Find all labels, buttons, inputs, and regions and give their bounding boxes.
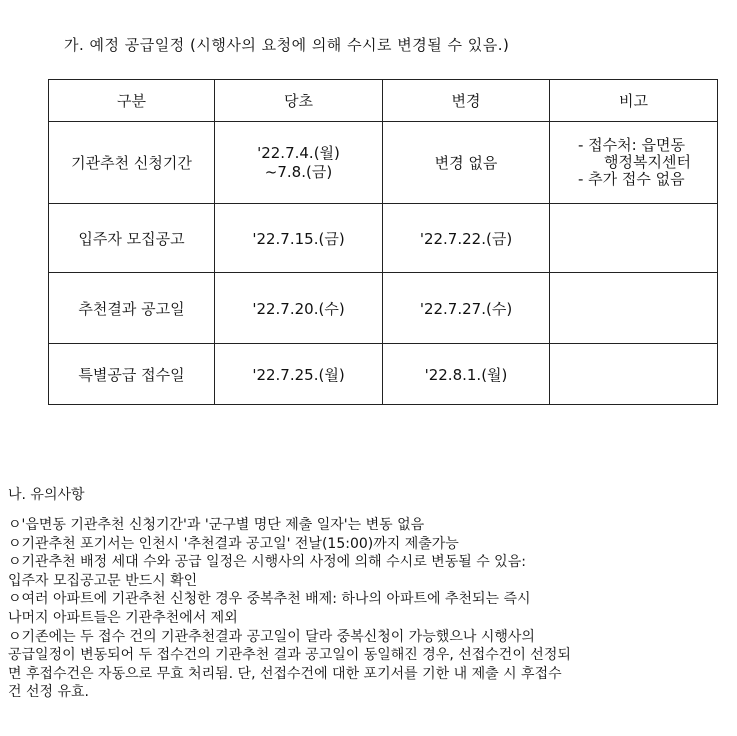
row-note bbox=[550, 273, 718, 344]
row-original: '22.7.25.(월) bbox=[215, 344, 383, 405]
table-row bbox=[49, 273, 718, 344]
note-line: 입주자 모집공고문 반드시 확인 bbox=[8, 572, 198, 589]
note-line: ㅇ'읍면동 기관추천 신청기간'과 '군구별 명단 제출 일자'는 변동 없음 bbox=[8, 517, 425, 533]
table-row bbox=[49, 204, 718, 273]
row-original: '22.7.15.(금) bbox=[215, 204, 383, 273]
row-changed: '22.7.22.(금) bbox=[383, 204, 550, 273]
table-row bbox=[49, 122, 718, 204]
note-line: 공급일정이 변동되어 두 접수건의 기관추천 결과 공고일이 동일해진 경우, 선접수건이 선정되 bbox=[8, 647, 571, 664]
note-line: 건 선정 유효. bbox=[8, 684, 89, 701]
header-note: 비고 bbox=[550, 80, 718, 122]
row-changed: '22.7.27.(수) bbox=[383, 273, 550, 344]
note-line: ㅇ기관추천 포기서는 인천시 '추천결과 공고일' 전날(15:00)까지 제출가능 bbox=[8, 535, 459, 552]
row-changed: '22.8.1.(월) bbox=[383, 344, 550, 405]
note-line: ㅇ기관추천 배정 세대 수와 공급 일정은 시행사의 사정에 의해 수시로 변동될 수 있음: bbox=[8, 554, 526, 571]
row-category: 기관추천 신청기간 bbox=[49, 122, 215, 204]
header-category: 구분 bbox=[49, 80, 215, 122]
table-row bbox=[49, 344, 718, 405]
row-note bbox=[550, 344, 718, 405]
note-line-3: - 추가 접수 없음 bbox=[578, 170, 685, 188]
note-line-1: - 접수처: 읍면동 bbox=[578, 136, 685, 154]
row-changed: 변경 없음 bbox=[383, 122, 550, 204]
row-category: 입주자 모집공고 bbox=[49, 204, 215, 273]
note-line: 나머지 아파트들은 기관추천에서 제외 bbox=[8, 609, 238, 626]
row-note bbox=[550, 122, 718, 204]
schedule-table bbox=[48, 79, 718, 405]
note-line-2: 행정복지센터 bbox=[604, 153, 691, 171]
original-line-2: ~7.8.(금) bbox=[264, 162, 333, 181]
row-note bbox=[550, 204, 718, 273]
row-category: 추천결과 공고일 bbox=[49, 273, 215, 344]
row-category: 특별공급 접수일 bbox=[49, 344, 215, 405]
original-line-1: '22.7.4.(월) bbox=[257, 143, 340, 162]
row-original: '22.7.20.(수) bbox=[215, 273, 383, 344]
note-line: 면 후접수건은 자동으로 무효 처리됨. 단, 선접수건에 대한 포기서를 기한 내 제출 시 후접수 bbox=[8, 665, 562, 682]
row-original bbox=[215, 122, 383, 204]
table-header-row bbox=[49, 80, 718, 122]
notes-title: 나. 유의사항 bbox=[8, 487, 85, 503]
header-original: 당초 bbox=[215, 80, 383, 122]
section-title: 가. 예정 공급일정 (시행사의 요청에 의해 수시로 변경될 수 있음.) bbox=[64, 36, 510, 54]
notes-list bbox=[8, 516, 728, 702]
note-line: ㅇ기존에는 두 접수 건의 기관추천결과 공고일이 달라 중복신청이 가능했으나 시행사의 bbox=[8, 628, 535, 645]
header-changed: 변경 bbox=[383, 80, 550, 122]
note-line: ㅇ여러 아파트에 기관추천 신청한 경우 중복추천 배제: 하나의 아파트에 추천되는 즉시 bbox=[8, 591, 531, 608]
